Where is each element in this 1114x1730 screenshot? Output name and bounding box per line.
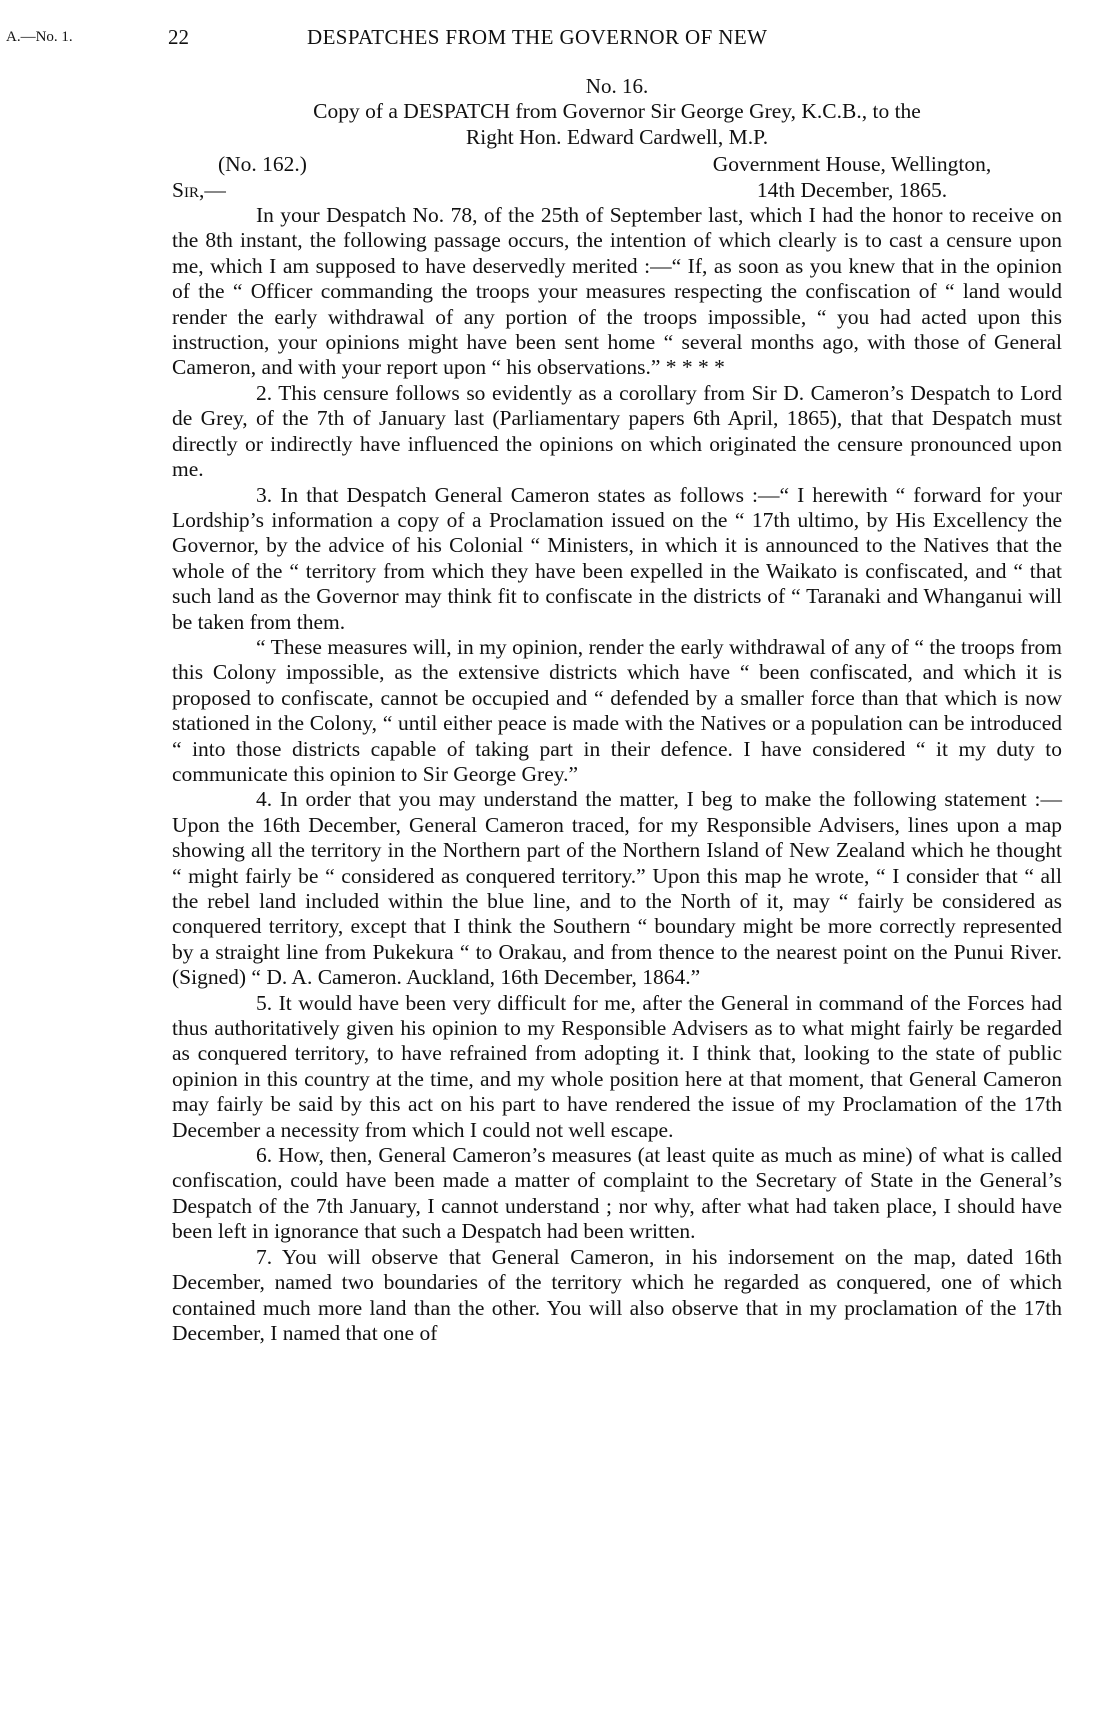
paper-reference: A.—No. 1.	[6, 29, 73, 45]
despatch-title-line2: Right Hon. Edward Cardwell, M.P.	[465, 124, 769, 149]
page-header	[0, 25, 1114, 55]
paragraph-7: 7. You will observe that General Cameron, in his indorsement on the map, dated 16th December, named two boundaries of the territory which he regarded as conquered, one of which contained much more land than the other. You will also observe that in my proclamation of the 17th December, I named that one of	[172, 1244, 1062, 1345]
paragraph-6: 6. How, then, General Cameron’s measures (at least quite as much as mine) of what is called confiscation, could have been made a matter of complaint to the Secretary of State in the General’s Despatch of the 7th January, I cannot understand ; nor why, after what had taken place, I should have been left in ignorance that such a Despatch had been written.	[172, 1143, 1062, 1244]
despatch-date: 14th December, 1865.	[756, 177, 948, 202]
page-number: 22	[168, 25, 189, 49]
paragraph-5: 5. It would have been very difficult for me, after the General in command of the Forces had thus authoritatively given his opinion to my Responsible Advisers as to what might fairly be regarded as conquered territory, to have refrained from adopting it. I think that, looking to the state of public opinion in this country at the time, and my whole position here at that moment, that General Cameron may fairly be said by this act on his part to have rendered the issue of my Proclamation of the 17th December a necessity from which I could not well escape.	[172, 990, 1062, 1142]
document-body	[172, 74, 1062, 1346]
paragraph-4: 4. In order that you may understand the matter, I beg to make the following statement :—Upon the 16th December, General Cameron traced, for my Responsible Advisers, lines upon a map showing all the territory in the Northern part of the Northern Island of New Zealand which he thought “ might fairly be “ considered as conquered territory.” Upon this map he wrote, “ I consider that “ all the rebel land included within the blue line, and to the North of it, may “ fairly be considered as conquered territory, except that I think the Southern “ boundary might be more correctly represented by a straight line from Pukekura “ to Orakau, and from thence to the nearest point on the Punui River. (Signed) “ D. A. Cameron. Auckland, 16th December, 1864.”	[172, 787, 1062, 990]
despatch-ref-row	[172, 152, 1062, 177]
paragraph-3-quote: “ These measures will, in my opinion, render the early withdrawal of any of “ the troops from this Colony impossible, as the extensive districts which have “ been confiscated, and which it is proposed to confiscate, cannot be occupied and “ defended by a smaller force than that which is now stationed in the Colony, “ until either peace is made with the Natives or a population can be introduced “ into those districts capable of taking part in their defence. I have considered “ it my duty to communicate this opinion to Sir George Grey.”	[172, 634, 1062, 786]
despatch-ref-no: (No. 162.)	[218, 152, 307, 177]
despatch-place: Government House, Wellington,	[712, 152, 992, 177]
paragraph-3: 3. In that Despatch General Cameron states as follows :—“ I herewith “ forward for your Lordship’s information a copy of a Proclamation issued on the “ 17th ultimo, by His Excellency the Governor, by the advice of his Colonial “ Ministers, in which it is announced to the Natives that the whole of the “ territory from which they have been expelled in the Waikato is confiscated, and “ that such land as the Governor may think fit to confiscate in the districts of “ Taranaki and Whanganui will be taken from them.	[172, 482, 1062, 634]
despatch-number: No. 16.	[585, 74, 649, 98]
paragraph-2: 2. This censure follows so evidently as a corollary from Sir D. Cameron’s Despatch to Lord de Grey, of the 7th of January last (Parliamentary papers 6th April, 1865), that that Despatch must directly or indirectly have influenced the opinions on which originated the censure pronounced upon me.	[172, 380, 1062, 482]
running-title: DESPATCHES FROM THE GOVERNOR OF NEW	[307, 25, 768, 49]
despatch-title-line1: Copy of a DESPATCH from Governor Sir George Grey, K.C.B., to the	[313, 99, 921, 124]
salutation: Sir,—	[172, 177, 226, 202]
paragraph-1: In your Despatch No. 78, of the 25th of September last, which I had the honor to receive on the 8th instant, the following passage occurs, the intention of which clearly is to cast a censure upon me, which I am supposed to have deservedly merited :—“ If, as soon as you knew that in the opinion of the “ Officer commanding the troops your measures respecting the confiscation of “ land would render the early withdrawal of any portion of the troops impossible, “ you had acted upon this instruction, your opinions might have been sent home “ several months ago, with those of General Cameron, and with your report upon “ his observations.” * * * *	[172, 203, 1062, 380]
salutation-row	[172, 178, 1062, 203]
